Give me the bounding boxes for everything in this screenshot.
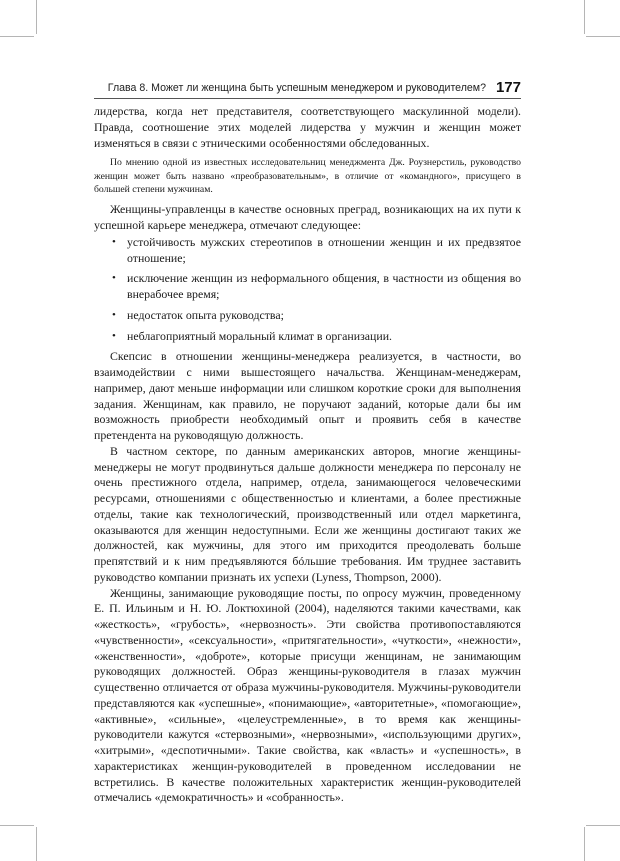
paragraph-skepticism: Скепсис в отношении женщины-менеджера реализуется, в частности, во взаимодействии с ними вышестоящего начальства. Женщинам-менеджерам, например, дают меньше информации или слишком короткие сроки для выполнения задания. Женщинам, как правило, не поручают заданий, которые дали бы им возможность приобрести необходимый опыт и проявить себя в качестве претендента на руководящую должность. [94, 349, 521, 443]
barriers-list [94, 235, 521, 345]
crop-mark-top-right [584, 0, 585, 34]
bullet-icon: • [112, 272, 116, 285]
crop-mark-bottom-left [36, 827, 37, 861]
crop-mark-bottom-right-h [586, 825, 620, 826]
list-item: • устойчивость мужских стереотипов в отношении женщин и их предвзятое отношение; [112, 234, 521, 265]
crop-mark-top-right-h [586, 36, 620, 37]
running-head: Глава 8. Может ли женщина быть успешным менеджером и руководителем? [107, 82, 486, 94]
side-note: По мнению одной из известных исследовательниц менеджмента Дж. Роузнерстиль, руководство женщин может быть названо «преобразовательным», в отличие от «командного», присущего в большей степени мужчинам. [94, 157, 521, 196]
crop-mark-top-left-h [0, 36, 34, 37]
page-header [94, 76, 521, 99]
crop-mark-bottom-right [584, 827, 585, 861]
bullet-icon: • [112, 308, 116, 321]
crop-mark-top-left [36, 0, 37, 34]
bullet-icon: • [112, 329, 116, 342]
paragraph-survey: Женщины, занимающие руководящие посты, по опросу мужчин, проведенному Е. П. Ильиным и Н. Ю. Локтюхиной (2004), наделяются такими качествами, как «жесткость», «грубость», «нервозность». Эти свойства противопоставляются «чувственности», «сексуальности», «притягательности», «чуткости», «нежности», «женственности», «доброте», которые присущи женщинам, не занимающим руководящих должностей. Образ женщины-руководителя в глазах мужчин существенно отличается от образа мужчины-руководителя. Мужчины-руководители представляются как «успешные», «понимающие», «авторитетные», «помогающие», «активные», «сильные», «целеустремленные», в то время как женщины-руководители кажутся «стервозными», «нервозными», «использующими других», «хитрыми», «деспотичными». Такие свойства, как «власть» и «успешность», в характеристиках женщин-руководителей в проведенном исследовании не встретились. В качестве положительных характеристик женщин-руководителей отмечались «демократичность» и «собранность». [94, 585, 521, 805]
page-number: 177 [495, 79, 521, 96]
list-item: • неблагоприятный моральный климат в организации. [112, 328, 393, 343]
crop-mark-bottom-left-h [0, 825, 34, 826]
page-body [94, 104, 521, 806]
paragraph-continuation: лидерства, когда нет представителя, соответствующего маскулинной модели). Правда, соотношение этих моделей лидерства у мужчин и женщин может изменяться в связи с этническими особенностями обследованных. [94, 104, 521, 150]
list-item: • недостаток опыта руководства; [112, 307, 284, 322]
bullet-icon: • [112, 235, 116, 248]
paragraph-private-sector: В частном секторе, по данным американских авторов, многие женщины-менеджеры не могут продвинуться дальше должности менеджера по персоналу не очень престижного отдела, например, отдела, занимающегося человеческими ресурсами, отношениями с общественностью и клиентами, а более престижные отделы, такие как технологический, производственный или отдел маркетинга, оказываются для женщин недоступными. Если же женщины достигают таких же должностей, как мужчины, для этого им приходится преодолевать больше препятствий и к ним предъявляются бóльшие требования. Им труднее заставить руководство компании признать их успехи (Lyness, Thompson, 2000). [94, 443, 521, 584]
paragraph-barriers-intro: Женщины-управленцы в качестве основных преград, возникающих на их пути к успешной карьере менеджера, отмечают следующее: [94, 202, 521, 233]
list-item: • исключение женщин из неформального общения, в частности из общения во внерабочее время; [112, 271, 521, 302]
